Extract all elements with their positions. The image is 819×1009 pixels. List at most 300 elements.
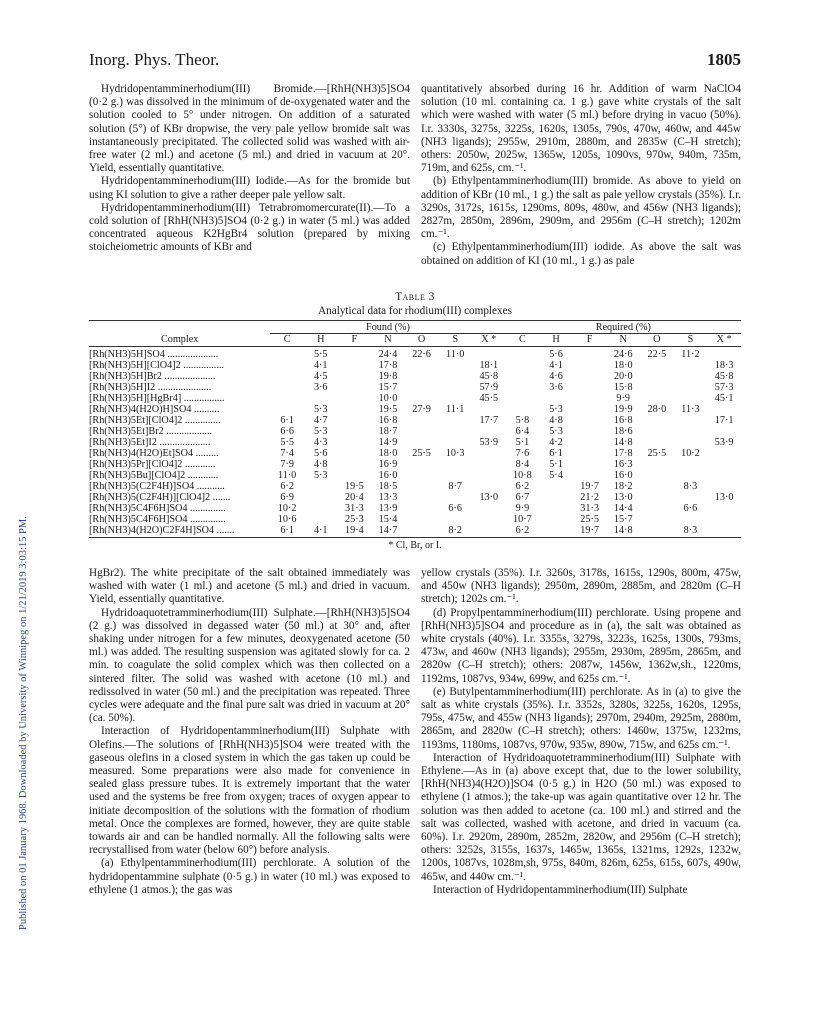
found-value-cell: 18·0 <box>378 448 398 459</box>
found-value-cell <box>338 360 372 371</box>
paragraph: Hydridoaquotetramminerhodium(III) Sulphate.—[RhH(NH3)5]SO4 (2 g.) was dissolved in degassed water (50 ml.) at 30° and, after shaking under nitrogen for a few minutes, deoxygenated acetone (50 ml.) was added. The resulting suspension was agitated slowly for ca. 2 min. to coagulate the solid complex which was then collected on a sintered filter. The solid was washed with acetone (10 ml.) and redissolved in water (50 ml.) and the precipitation was repeated. Three cycles were adequate and the final pure salt was dried in vacuum at 20° (ca. 50%). <box>89 606 410 725</box>
table-row <box>89 404 741 415</box>
column-header: C <box>270 334 304 347</box>
complex-cell: [Rh(NH3)5H][HgBr4] ................ <box>89 393 225 404</box>
required-value-cell: 5·3 <box>549 426 563 437</box>
required-value-cell: 17·8 <box>613 448 633 459</box>
required-value-cell <box>573 404 607 415</box>
column-header: C <box>506 334 540 347</box>
required-value-cell <box>640 514 674 525</box>
found-value-cell: 4·5 <box>313 371 328 382</box>
required-value-cell: 18·2 <box>613 481 633 492</box>
required-value-cell <box>674 415 708 426</box>
found-value-cell: 14·7 <box>371 525 405 538</box>
required-value-cell <box>573 459 607 470</box>
paragraph: (c) Ethylpentamminerhodium(III) iodide. As above the salt was obtained on addition of KI (10 ml., 1 g.) as pale <box>421 241 741 267</box>
required-value-cell: 6·4 <box>515 426 530 437</box>
found-value-cell: 19·5 <box>378 404 398 415</box>
required-value-cell <box>573 371 607 382</box>
required-value-cell <box>573 393 607 404</box>
found-value-cell: 18·5 <box>378 481 398 492</box>
required-value-cell <box>539 514 573 525</box>
required-value-cell <box>640 360 674 371</box>
complex-cell: [Rh(NH3)5H]Br2 .................... <box>89 371 216 382</box>
required-value-cell <box>573 415 607 426</box>
table-row <box>89 360 741 371</box>
table-row <box>89 437 741 448</box>
found-value-cell <box>304 393 338 404</box>
complex-cell: [Rh(NH3)5H]I2 ..................... <box>89 382 212 393</box>
required-value-cell: 3·6 <box>549 382 563 393</box>
required-value-cell: 4·1 <box>549 360 563 371</box>
column-header: N <box>606 334 640 347</box>
column-header: O <box>640 334 674 347</box>
found-value-cell <box>438 437 472 448</box>
required-value-cell <box>573 448 607 459</box>
required-value-cell <box>506 393 540 404</box>
required-value-cell: 14·8 <box>606 525 640 538</box>
required-value-cell <box>640 492 674 503</box>
required-value-cell: 19·7 <box>580 481 599 492</box>
found-value-cell: 11·0 <box>277 470 297 481</box>
required-value-cell <box>674 514 708 525</box>
required-value-cell: 6·6 <box>683 503 698 514</box>
required-value-cell: 24·6 <box>613 349 633 360</box>
found-value-cell <box>438 426 472 437</box>
found-value-cell: 16·9 <box>378 459 398 470</box>
found-value-cell: 4·8 <box>313 459 328 470</box>
found-value-cell: 10·0 <box>378 393 398 404</box>
found-value-cell: 14·9 <box>378 437 398 448</box>
required-value-cell <box>707 525 741 538</box>
found-value-cell: 5·3 <box>313 470 328 481</box>
required-value-cell <box>573 426 607 437</box>
found-value-cell <box>270 382 304 393</box>
column-header: S <box>674 334 708 347</box>
required-value-cell: 10·8 <box>513 470 532 481</box>
found-value-cell <box>438 360 472 371</box>
required-value-cell <box>707 448 741 459</box>
required-value-cell: 15·8 <box>613 382 633 393</box>
found-value-cell: 19·5 <box>345 481 364 492</box>
table-row <box>89 514 741 525</box>
found-value-cell <box>270 404 304 415</box>
found-value-cell: 6·1 <box>270 525 304 538</box>
required-value-cell: 14·4 <box>613 503 633 514</box>
complex-cell: [Rh(NH3)5C4F6H]SO4 .............. <box>89 514 226 525</box>
required-value-cell: 16·0 <box>613 470 633 481</box>
found-value-cell <box>270 371 304 382</box>
found-value-cell <box>338 426 372 437</box>
required-value-cell <box>674 426 708 437</box>
required-value-cell: 13·0 <box>613 492 633 503</box>
paragraph: Hydridopentamminerhodium(III) Tetrabromomercurate(II).—To a cold solution of [RhH(NH3)5]SO4 (0·2 g.) in water (5 ml.) was added concentrated aqueous K2HgBr4 solution (prepared by mixing stoicheiometric amounts of KBr and <box>89 201 410 254</box>
left-column-bottom <box>89 567 410 897</box>
required-value-cell: 16·8 <box>613 415 633 426</box>
found-value-cell: 6·6 <box>448 503 462 514</box>
required-value-cell <box>506 371 540 382</box>
required-value-cell <box>674 492 708 503</box>
right-column-top <box>421 83 741 268</box>
required-value-cell <box>707 514 741 525</box>
found-value-cell <box>405 371 439 382</box>
found-value-cell <box>405 481 439 492</box>
required-value-cell <box>573 347 607 361</box>
required-value-cell <box>707 347 741 361</box>
required-value-cell <box>707 459 741 470</box>
required-value-cell <box>573 382 607 393</box>
required-value-cell: 18·6 <box>613 426 633 437</box>
required-value-cell: 11·3 <box>681 404 700 415</box>
required-value-cell: 5·8 <box>515 415 530 426</box>
complex-cell: [Rh(NH3)5Et][ClO4]2 .............. <box>89 415 221 426</box>
column-header: H <box>539 334 573 347</box>
found-value-cell <box>472 481 506 492</box>
required-value-cell: 8·3 <box>683 481 698 492</box>
table-row <box>89 393 741 404</box>
found-value-cell <box>472 426 506 437</box>
found-value-cell <box>270 393 304 404</box>
required-value-cell: 13·0 <box>714 492 734 503</box>
required-value-cell: 4·2 <box>549 437 563 448</box>
found-value-cell: 10·3 <box>445 448 465 459</box>
found-value-cell: 6·6 <box>280 426 294 437</box>
found-value-cell <box>270 347 304 361</box>
complex-cell: [Rh(NH3)5(C2F4H)][ClO4]2 ....... <box>89 492 231 503</box>
required-value-cell <box>707 404 741 415</box>
found-value-cell: 53·9 <box>479 437 499 448</box>
column-header: O <box>405 334 439 347</box>
found-value-cell: 17·7 <box>479 415 499 426</box>
paragraph: Interaction of Hydridopentamminerhodium(III) Sulphate <box>433 883 688 896</box>
required-value-cell: 16·3 <box>613 459 633 470</box>
required-value-cell: 45·1 <box>714 393 734 404</box>
required-value-cell: 6·2 <box>506 525 540 538</box>
required-value-cell: 10·2 <box>681 448 700 459</box>
required-value-cell: 57·3 <box>714 382 734 393</box>
required-value-cell <box>506 347 540 361</box>
found-value-cell <box>405 393 439 404</box>
column-header: X * <box>707 334 741 347</box>
found-value-cell: 5·3 <box>313 426 328 437</box>
required-value-cell <box>506 360 540 371</box>
required-value-cell: 18·0 <box>613 360 633 371</box>
paragraph: (b) Ethylpentamminerhodium(III) bromide. As above to yield on addition of KBr (10 ml., 1 g.) the salt as pale yellow crystals (35%). I.r. 3290s, 3172s, 1615s, 1290ms, 809s, 480w, and 456w (NH3 ligands); 2827m, 2850m, 2896m, 2909m, and 2956m (C–H stretch); 1202m cm.⁻¹. <box>421 175 741 241</box>
paragraph: Hydridopentamminerhodium(III) Iodide.—As for the bromide but using KI solution to give a rather deeper pale yellow salt. <box>89 175 410 201</box>
complex-cell: [Rh(NH3)5Bu][ClO4]2 ............ <box>89 470 219 481</box>
required-value-cell <box>539 492 573 503</box>
found-value-cell <box>405 470 439 481</box>
table-label: Table 3 <box>395 291 435 303</box>
table-row <box>89 448 741 459</box>
required-value-cell: 8·4 <box>515 459 530 470</box>
required-value-cell <box>674 459 708 470</box>
column-header: F <box>573 334 607 347</box>
required-value-cell: 7·6 <box>515 448 530 459</box>
required-value-cell <box>640 481 674 492</box>
found-value-cell <box>405 437 439 448</box>
found-value-cell <box>438 371 472 382</box>
required-value-cell <box>674 393 708 404</box>
complex-cell: [Rh(NH3)5H]SO4 .................... <box>89 349 219 360</box>
found-value-cell <box>438 459 472 470</box>
found-value-cell: 7·9 <box>280 459 294 470</box>
required-value-cell: 11·2 <box>681 349 700 360</box>
paragraph: Hydridopentamminerhodium(III) Bromide.—[RhH(NH3)5]SO4 (0·2 g.) was dissolved in the minimum of de-oxygenated water and the solution cooled to 5° under nitrogen. On addition of a saturated solution (5°) of KBr dropwise, the very pale yellow bromide salt was instantaneously precipitated. The collected solid was washed with air-free water (2 ml.) and acetone (5 ml.) and dried in vacuum at 20°. Yield, essentially quantitative. <box>89 83 410 175</box>
required-value-cell: 9·9 <box>515 503 530 514</box>
found-value-cell <box>338 347 372 361</box>
table-row <box>89 347 741 361</box>
required-value-cell: 28·0 <box>647 404 667 415</box>
paragraph: Interaction of Hydridoaquotetramminerhodium(III) Sulphate with Ethylene.—As in (a) above except that, due to the lower solubility, [RhH(NH3)4(H2O)]SO4 (0·5 g.) in H2O (50 ml.) was exposed to ethylene (1 atmos.); the take-up was again quantitative over 12 hr. The solution was then added to acetone (ca. 100 ml.) and stirred and the salt was collected, washed with acetone, and dried in vacuum (ca. 60%). I.r. 2920m, 2890m, 2852m, 2820w, and 2956m (C–H stretch); others: 3252s, 3155s, 1637s, 1465w, 1365s, 1321ms, 1292s, 1232w, 1200s, 1087vs, 1028m,sh, 975s, 840m, 826m, 625s, 615s, 607s, 490w, 465w, and 440w cm.⁻¹. <box>421 751 741 883</box>
complex-cell: [Rh(NH3)4(H2O)H]SO4 .......... <box>89 404 220 415</box>
found-value-cell: 27·9 <box>412 404 431 415</box>
found-value-cell <box>438 393 472 404</box>
required-value-cell: 53·9 <box>714 437 734 448</box>
required-value-cell <box>674 360 708 371</box>
found-value-cell: 25·3 <box>345 514 364 525</box>
required-value-cell <box>539 393 573 404</box>
found-value-cell <box>472 448 506 459</box>
found-value-cell: 17·8 <box>378 360 398 371</box>
page-number: 1805 <box>707 50 741 69</box>
journal-title: Inorg. Phys. Theor. <box>89 50 220 69</box>
found-value-cell: 18·7 <box>378 426 398 437</box>
required-value-cell <box>539 481 573 492</box>
found-group-header: Found (%) <box>270 321 505 334</box>
table-footnote: * Cl, Br, or I. <box>388 540 442 551</box>
found-value-cell <box>472 404 506 415</box>
complex-cell: [Rh(NH3)4(H2O)Et]SO4 ......... <box>89 448 219 459</box>
paragraph: Interaction of Hydridopentamminerhodium(III) Sulphate with Olefins.—The solutions of [RhH(NH3)5]SO4 were treated with the gaseous olefins in a closed system in which the gas taken up could be measured. Some preparations were also made for convenience in sealed glass pressure tubes. It is extremely important that the water used and the systems be free from oxygen; traces of oxygen appear to initiate decomposition of the solutions with the formation of rhodium metal. Once the complexes are formed, however, they are quite stable towards air and can be handled normally. All the following salts were recrystallised from water (below 60°) before analysis. <box>89 725 410 857</box>
found-value-cell <box>472 503 506 514</box>
required-value-cell: 4·6 <box>549 371 563 382</box>
paragraph: quantitatively absorbed during 16 hr. Addition of warm NaClO4 solution (10 ml. containing ca. 1 g.) gave white crystals of the salt which were washed with water (5 ml.) before drying in vacuo (50%). I.r. 3330s, 3275s, 3225s, 1620s, 1305s, 790s, 470w, 460w, and 445w (NH3 ligands); 2955w, 2910m, 2880m, and 2835w (C–H stretch); others: 2050w, 2025w, 1365w, 1205s, 1090vs, 970w, 940m, 735m, 719m, and 625s, cm.⁻¹. <box>421 83 741 175</box>
complex-cell: [Rh(NH3)5(C2F4H)]SO4 ........... <box>89 481 225 492</box>
required-value-cell <box>674 382 708 393</box>
found-value-cell <box>405 503 439 514</box>
found-value-cell: 4·7 <box>313 415 328 426</box>
table-row <box>89 503 741 514</box>
page-header <box>89 50 741 74</box>
required-value-cell <box>640 382 674 393</box>
found-value-cell <box>472 525 506 538</box>
data-table <box>89 320 741 538</box>
required-value-cell: 8·3 <box>674 525 708 538</box>
required-value-cell <box>640 393 674 404</box>
found-value-cell: 10·2 <box>277 503 297 514</box>
required-value-cell <box>640 426 674 437</box>
required-value-cell <box>539 503 573 514</box>
complex-column-header: Complex <box>89 334 270 347</box>
found-value-cell <box>438 470 472 481</box>
found-value-cell: 15·4 <box>378 514 398 525</box>
watermark-text: Published on 01 January 1968. Downloaded by University of Winnipeg on 1/21/2019 3:03:15 PM. <box>18 516 29 930</box>
required-group-header: Required (%) <box>506 321 741 334</box>
found-value-cell <box>338 382 372 393</box>
found-value-cell <box>405 426 439 437</box>
found-value-cell: 16·0 <box>378 470 398 481</box>
column-header: H <box>304 334 338 347</box>
found-value-cell <box>338 404 372 415</box>
required-value-cell <box>506 404 540 415</box>
found-value-cell: 5·5 <box>280 437 294 448</box>
found-value-cell <box>338 393 372 404</box>
required-value-cell: 22·5 <box>647 349 667 360</box>
required-value-cell <box>674 371 708 382</box>
required-value-cell <box>707 426 741 437</box>
found-value-cell <box>472 347 506 361</box>
required-value-cell: 10·7 <box>513 514 532 525</box>
found-value-cell <box>472 514 506 525</box>
required-value-cell: 5·3 <box>549 404 563 415</box>
found-value-cell: 8·2 <box>438 525 472 538</box>
found-value-cell <box>338 448 372 459</box>
found-value-cell: 6·2 <box>280 481 294 492</box>
download-watermark <box>2 170 29 930</box>
found-value-cell: 20·4 <box>345 492 364 503</box>
found-value-cell: 11·1 <box>446 404 465 415</box>
complex-cell: [Rh(NH3)5Pr][ClO4]2 ............ <box>89 459 216 470</box>
required-value-cell: 5·6 <box>549 349 563 360</box>
required-value-cell <box>640 459 674 470</box>
found-value-cell: 18·1 <box>479 360 499 371</box>
required-value-cell: 9·9 <box>616 393 631 404</box>
found-value-cell <box>338 415 372 426</box>
found-value-cell: 15·7 <box>378 382 398 393</box>
found-value-cell <box>338 437 372 448</box>
found-value-cell: 25·5 <box>412 448 431 459</box>
required-value-cell: 45·8 <box>714 371 734 382</box>
found-value-cell <box>270 360 304 371</box>
found-value-cell: 8·7 <box>448 481 462 492</box>
paragraph: HgBr2). The white precipitate of the salt obtained immediately was washed with water (1 ml.) and acetone (5 ml.) and dried in vacuum. Yield, essentially quantitative. <box>89 567 410 606</box>
required-value-cell: 25·5 <box>580 514 599 525</box>
complex-cell: [Rh(NH3)5Et]I2 .................... <box>89 437 211 448</box>
found-value-cell <box>405 382 439 393</box>
required-value-cell <box>674 470 708 481</box>
table-body <box>89 347 741 538</box>
table-row <box>89 481 741 492</box>
found-value-cell: 13·0 <box>479 492 499 503</box>
found-value-cell <box>304 492 338 503</box>
required-value-cell <box>707 481 741 492</box>
required-value-cell: 31·3 <box>580 503 599 514</box>
found-value-cell <box>405 525 439 538</box>
required-value-cell <box>640 470 674 481</box>
found-value-cell: 3·6 <box>313 382 328 393</box>
column-header: S <box>438 334 472 347</box>
table-row <box>89 382 741 393</box>
required-value-cell: 19·7 <box>573 525 607 538</box>
found-value-cell: 24·4 <box>378 349 398 360</box>
found-value-cell: 45·8 <box>479 371 499 382</box>
table-row <box>89 415 741 426</box>
required-value-cell: 5·1 <box>515 437 530 448</box>
found-value-cell <box>304 503 338 514</box>
complex-cell: [Rh(NH3)5C4F6H]SO4 .............. <box>89 503 226 514</box>
table-row <box>89 459 741 470</box>
right-column-bottom <box>421 567 741 897</box>
found-value-cell: 22·6 <box>412 349 431 360</box>
found-value-cell: 4·1 <box>304 525 338 538</box>
found-value-cell <box>405 459 439 470</box>
found-value-cell <box>405 415 439 426</box>
required-value-cell: 4·8 <box>549 415 563 426</box>
found-value-cell: 45·5 <box>479 393 499 404</box>
required-value-cell <box>506 382 540 393</box>
column-header: F <box>338 334 372 347</box>
required-value-cell: 6·2 <box>515 481 530 492</box>
found-value-cell <box>438 415 472 426</box>
found-value-cell: 13·9 <box>378 503 398 514</box>
required-value-cell <box>674 437 708 448</box>
paragraph: yellow crystals (35%). I.r. 3260s, 3178s, 1615s, 1290s, 800m, 475w, and 450w (NH3 ligands); 2950m, 2890m, 2885m, and 2820m (C–H stretch); 1202s cm.⁻¹. <box>421 567 741 606</box>
required-value-cell <box>640 503 674 514</box>
found-value-cell <box>405 360 439 371</box>
found-value-cell: 19·8 <box>378 371 398 382</box>
required-value-cell <box>573 360 607 371</box>
found-value-cell: 19·4 <box>338 525 372 538</box>
found-value-cell <box>472 470 506 481</box>
complex-cell: [Rh(NH3)5Et]Br2 .................. <box>89 426 213 437</box>
required-value-cell: 17·1 <box>714 415 734 426</box>
found-value-cell: 13·3 <box>378 492 398 503</box>
required-value-cell: 6·7 <box>515 492 530 503</box>
found-value-cell: 6·9 <box>280 492 294 503</box>
found-value-cell: 7·4 <box>280 448 294 459</box>
found-value-cell <box>438 492 472 503</box>
required-value-cell: 18·3 <box>714 360 734 371</box>
required-value-cell: 25·5 <box>647 448 667 459</box>
required-value-cell: 14·8 <box>613 437 633 448</box>
paragraph: (a) Ethylpentamminerhodium(III) perchlorate. A solution of the hydridopentammine sulphate (0·5 g.) in water (10 ml.) was exposed to ethylene (1 atmos.); the gas was <box>89 857 410 896</box>
required-value-cell <box>539 525 573 538</box>
column-header: N <box>371 334 405 347</box>
required-value-cell <box>640 437 674 448</box>
found-value-cell: 4·3 <box>313 437 328 448</box>
found-value-cell: 4·1 <box>313 360 328 371</box>
required-value-cell: 21·2 <box>580 492 599 503</box>
found-value-cell: 16·8 <box>378 415 398 426</box>
complex-cell: [Rh(NH3)4(H2O)C2F4H]SO4 ....... <box>89 525 270 538</box>
table-row <box>89 492 741 503</box>
column-header: X * <box>472 334 506 347</box>
required-value-cell: 6·1 <box>549 448 563 459</box>
required-value-cell <box>573 437 607 448</box>
found-value-cell: 6·1 <box>280 415 294 426</box>
found-value-cell <box>438 382 472 393</box>
found-value-cell: 31·3 <box>345 503 364 514</box>
found-value-cell: 57·9 <box>479 382 499 393</box>
required-value-cell <box>707 470 741 481</box>
required-value-cell <box>707 503 741 514</box>
found-value-cell <box>438 514 472 525</box>
analytical-data-table <box>89 290 741 551</box>
required-value-cell <box>640 415 674 426</box>
required-value-cell: 5·1 <box>549 459 563 470</box>
complex-cell: [Rh(NH3)5H][ClO4]2 ................ <box>89 360 224 371</box>
found-value-cell <box>405 514 439 525</box>
found-value-cell <box>304 481 338 492</box>
left-column-top <box>89 83 410 255</box>
found-value-cell <box>338 459 372 470</box>
required-value-cell <box>573 470 607 481</box>
table-row <box>89 371 741 382</box>
found-value-cell <box>405 492 439 503</box>
table-row <box>89 470 741 481</box>
required-value-cell: 19·9 <box>613 404 633 415</box>
